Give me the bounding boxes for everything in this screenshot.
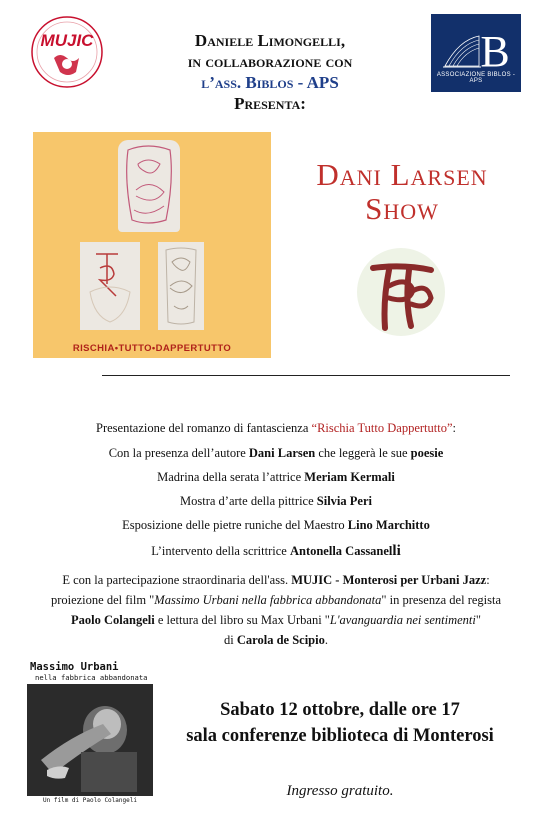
- writer-name: Antonella Cassanel: [289, 544, 393, 558]
- actress-name: Meriam Kermali: [304, 470, 395, 484]
- program-line-book: [0, 613, 552, 628]
- program-line-writer: [0, 543, 552, 560]
- program-line-godmother: [0, 470, 552, 485]
- header-line-3-prefix: l’ass.: [201, 73, 242, 92]
- film-poster: [27, 660, 153, 805]
- program-line-film-prefix: proiezione del film ": [50, 593, 155, 607]
- mujic-logo-text: MUJIC: [40, 31, 94, 50]
- program-line-author-book-prefix: di: [224, 633, 237, 647]
- mujic-org-name: MUJIC - Monterosi per Urbani Jazz: [291, 573, 487, 587]
- biblos-logo: [431, 14, 521, 92]
- program-line-author-middle: che leggerà le sue: [315, 446, 411, 460]
- film-poster-credit: Un film di Paolo Colangeli: [27, 796, 153, 805]
- header-line-1: Daniele Limongelli,: [194, 31, 346, 50]
- header-line-4: Presenta:: [234, 94, 306, 113]
- header-line-3: [110, 72, 430, 93]
- program-line-runestones-prefix: Esposizione delle pietre runiche del Maestro: [122, 518, 348, 532]
- program-line-author-prefix: Con la presenza dell’autore: [108, 446, 249, 460]
- film-poster-title: Massimo Urbani: [27, 660, 153, 674]
- mujic-logo: [30, 12, 104, 90]
- program-line-novel-prefix: Presentazione del romanzo di fantascienza: [96, 421, 312, 435]
- program-line-exhibition-prefix: Mostra d’arte della pittrice: [180, 494, 317, 508]
- painter-name: Silvia Peri: [316, 494, 372, 508]
- header-title: [110, 30, 430, 114]
- biblos-logo-letter: B: [480, 27, 510, 76]
- program-line-novel: [0, 421, 552, 436]
- program-line-film: [0, 593, 552, 608]
- film-poster-subtitle: nella fabbrica abbandonata: [27, 673, 153, 684]
- book-author-name: Carola de Scipio: [236, 633, 325, 647]
- program-line-author-book: [0, 633, 552, 648]
- book-title: L'avanguardia nei sentimenti: [329, 613, 476, 627]
- program-line-writer-prefix: L’intervento della scrittrice: [151, 544, 290, 558]
- program-line-book-middle: e lettura del libro su Max Urbani ": [154, 613, 330, 627]
- rune-stone-left: [80, 242, 140, 330]
- rune-stone-top: [118, 140, 180, 232]
- program-line-book-end: ": [475, 613, 481, 627]
- show-title: [292, 158, 512, 226]
- header-line-2: in collaborazione con: [187, 52, 353, 71]
- event-details: [160, 697, 520, 749]
- show-title-line-1: Dani Larsen: [316, 157, 488, 192]
- divider: [102, 375, 510, 376]
- program-line-author-book-suffix: .: [324, 633, 328, 647]
- biblos-logo-caption: ASSOCIAZIONE BIBLOS - APS: [436, 72, 516, 84]
- header-line-3-org: Biblos - APS: [245, 73, 339, 92]
- book-cover-image: [33, 132, 271, 358]
- director-name: Paolo Colangeli: [71, 613, 155, 627]
- book-cover-title: RISCHIA•TUTTO•DAPPERTUTTO: [72, 343, 232, 354]
- program-line-author: [0, 446, 552, 461]
- writer-name-end: li: [392, 543, 401, 559]
- author-name: Dani Larsen: [248, 446, 316, 460]
- program-line-mujic: [0, 573, 552, 588]
- program-line-film-suffix: " in presenza del regista: [381, 593, 502, 607]
- maestro-name: Lino Marchitto: [347, 518, 430, 532]
- program-line-mujic-prefix: E con la partecipazione straordinaria dell'ass.: [62, 573, 292, 587]
- program-line-godmother-prefix: Madrina della serata l’attrice: [157, 470, 305, 484]
- program-line-novel-suffix: :: [452, 421, 456, 435]
- poems-word: poesie: [410, 446, 444, 460]
- event-place: sala conferenze biblioteca di Monterosi: [186, 726, 494, 746]
- program-line-runestones: [0, 518, 552, 533]
- rune-stone-right: [158, 242, 204, 330]
- event-date: Sabato 12 ottobre, dalle ore 17: [220, 700, 460, 720]
- program-line-mujic-suffix: :: [486, 573, 490, 587]
- show-title-line-2: Show: [365, 191, 439, 226]
- program-line-exhibition: [0, 494, 552, 509]
- novel-title: “Rischia Tutto Dappertutto”: [311, 421, 453, 435]
- rp-logo: [355, 246, 447, 338]
- film-title: Massimo Urbani nella fabbrica abbandonata: [154, 593, 382, 607]
- free-entry-note: Ingresso gratuito.: [286, 783, 394, 799]
